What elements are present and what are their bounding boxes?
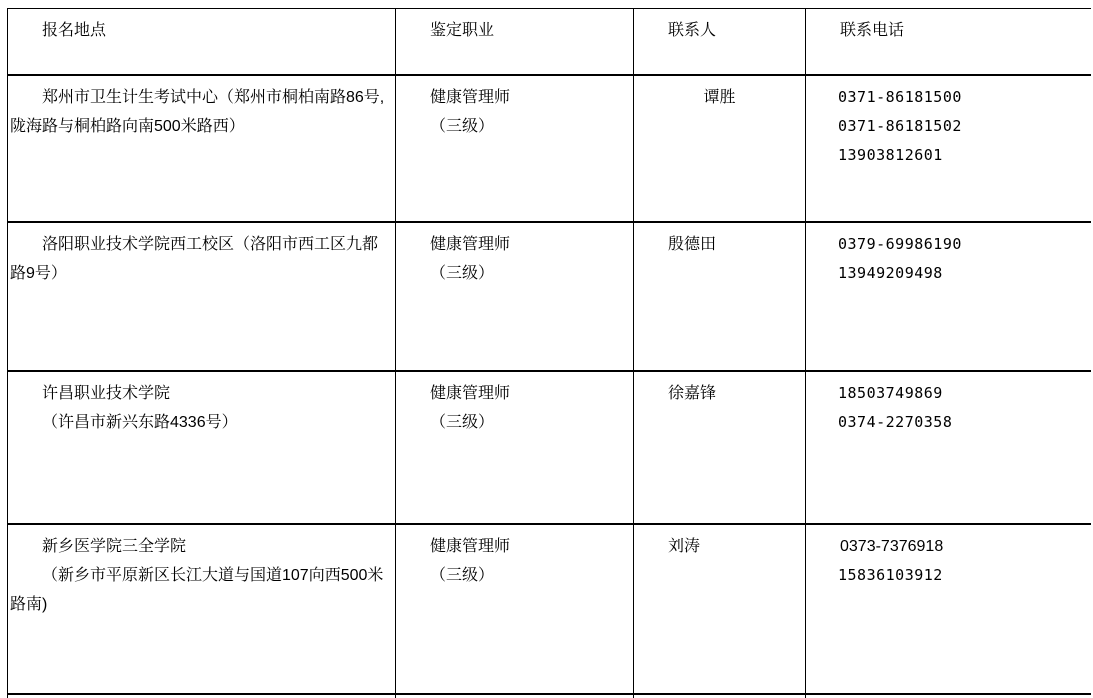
header-profession <box>396 9 634 75</box>
location-line: 路南) <box>10 595 48 613</box>
location-line: 路9号） <box>10 264 67 282</box>
cell-profession <box>396 371 634 524</box>
cell-profession <box>396 75 634 222</box>
header-location <box>8 9 396 75</box>
table-row <box>8 371 1092 524</box>
cell-profession <box>396 222 634 371</box>
cell-location <box>8 371 396 524</box>
phone-number: 0374-2270358 <box>838 412 953 431</box>
location-line: 洛阳职业技术学院西工校区（洛阳市西工区九都 <box>42 235 379 253</box>
table-row <box>8 75 1092 222</box>
contact-name: 刘涛 <box>668 537 701 555</box>
cell-phone <box>806 524 1092 694</box>
registration-table <box>7 8 1091 698</box>
profession-line: （三级） <box>430 413 495 431</box>
header-contact <box>634 9 806 75</box>
contact-name: 徐嘉锋 <box>668 384 717 402</box>
profession-line: 健康管理师 <box>430 537 511 555</box>
registration-table-container <box>7 8 1091 698</box>
cell-contact <box>634 694 806 698</box>
profession-line: （三级） <box>430 117 495 135</box>
header-phone-label: 联系电话 <box>840 22 905 39</box>
contact-name: 谭胜 <box>703 88 736 106</box>
phone-number: 18503749869 <box>838 383 943 402</box>
cell-phone <box>806 75 1092 222</box>
cell-location <box>8 694 396 698</box>
table-row-partial <box>8 694 1092 698</box>
contact-name: 殷德田 <box>668 235 717 253</box>
location-line: 新乡医学院三全学院 <box>42 537 187 555</box>
cell-location <box>8 222 396 371</box>
cell-contact <box>634 75 806 222</box>
location-line: 许昌职业技术学院 <box>42 384 171 402</box>
phone-number: 13903812601 <box>838 145 943 164</box>
profession-line: 健康管理师 <box>430 88 511 106</box>
phone-number: 0379-69986190 <box>838 234 962 253</box>
profession-line: （三级） <box>430 264 495 282</box>
phone-number: 15836103912 <box>838 565 943 584</box>
cell-location <box>8 524 396 694</box>
cell-location <box>8 75 396 222</box>
cell-contact <box>634 371 806 524</box>
header-contact-label: 联系人 <box>668 22 717 39</box>
location-line: （许昌市新兴东路4336号） <box>42 413 238 431</box>
phone-number: 0371-86181500 <box>838 87 962 106</box>
table-header-row <box>8 9 1092 75</box>
cell-contact <box>634 222 806 371</box>
header-location-label: 报名地点 <box>42 22 107 39</box>
header-phone <box>806 9 1092 75</box>
table-row <box>8 222 1092 371</box>
profession-line: 健康管理师 <box>430 384 511 402</box>
phone-number: 0373-7376918 <box>840 537 944 555</box>
cell-phone <box>806 371 1092 524</box>
location-line: （新乡市平原新区长江大道与国道107向西500米 <box>42 566 384 584</box>
cell-phone <box>806 222 1092 371</box>
profession-line: （三级） <box>430 566 495 584</box>
location-line: 陇海路与桐柏路向南500米路西） <box>10 117 245 135</box>
profession-line: 健康管理师 <box>430 235 511 253</box>
location-line: 郑州市卫生计生考试中心（郑州市桐柏南路86号, <box>42 88 385 106</box>
cell-profession <box>396 524 634 694</box>
header-profession-label: 鉴定职业 <box>430 22 495 39</box>
table-row <box>8 524 1092 694</box>
cell-contact <box>634 524 806 694</box>
phone-number: 13949209498 <box>838 263 943 282</box>
cell-profession <box>396 694 634 698</box>
phone-number: 0371-86181502 <box>838 116 962 135</box>
cell-phone <box>806 694 1092 698</box>
